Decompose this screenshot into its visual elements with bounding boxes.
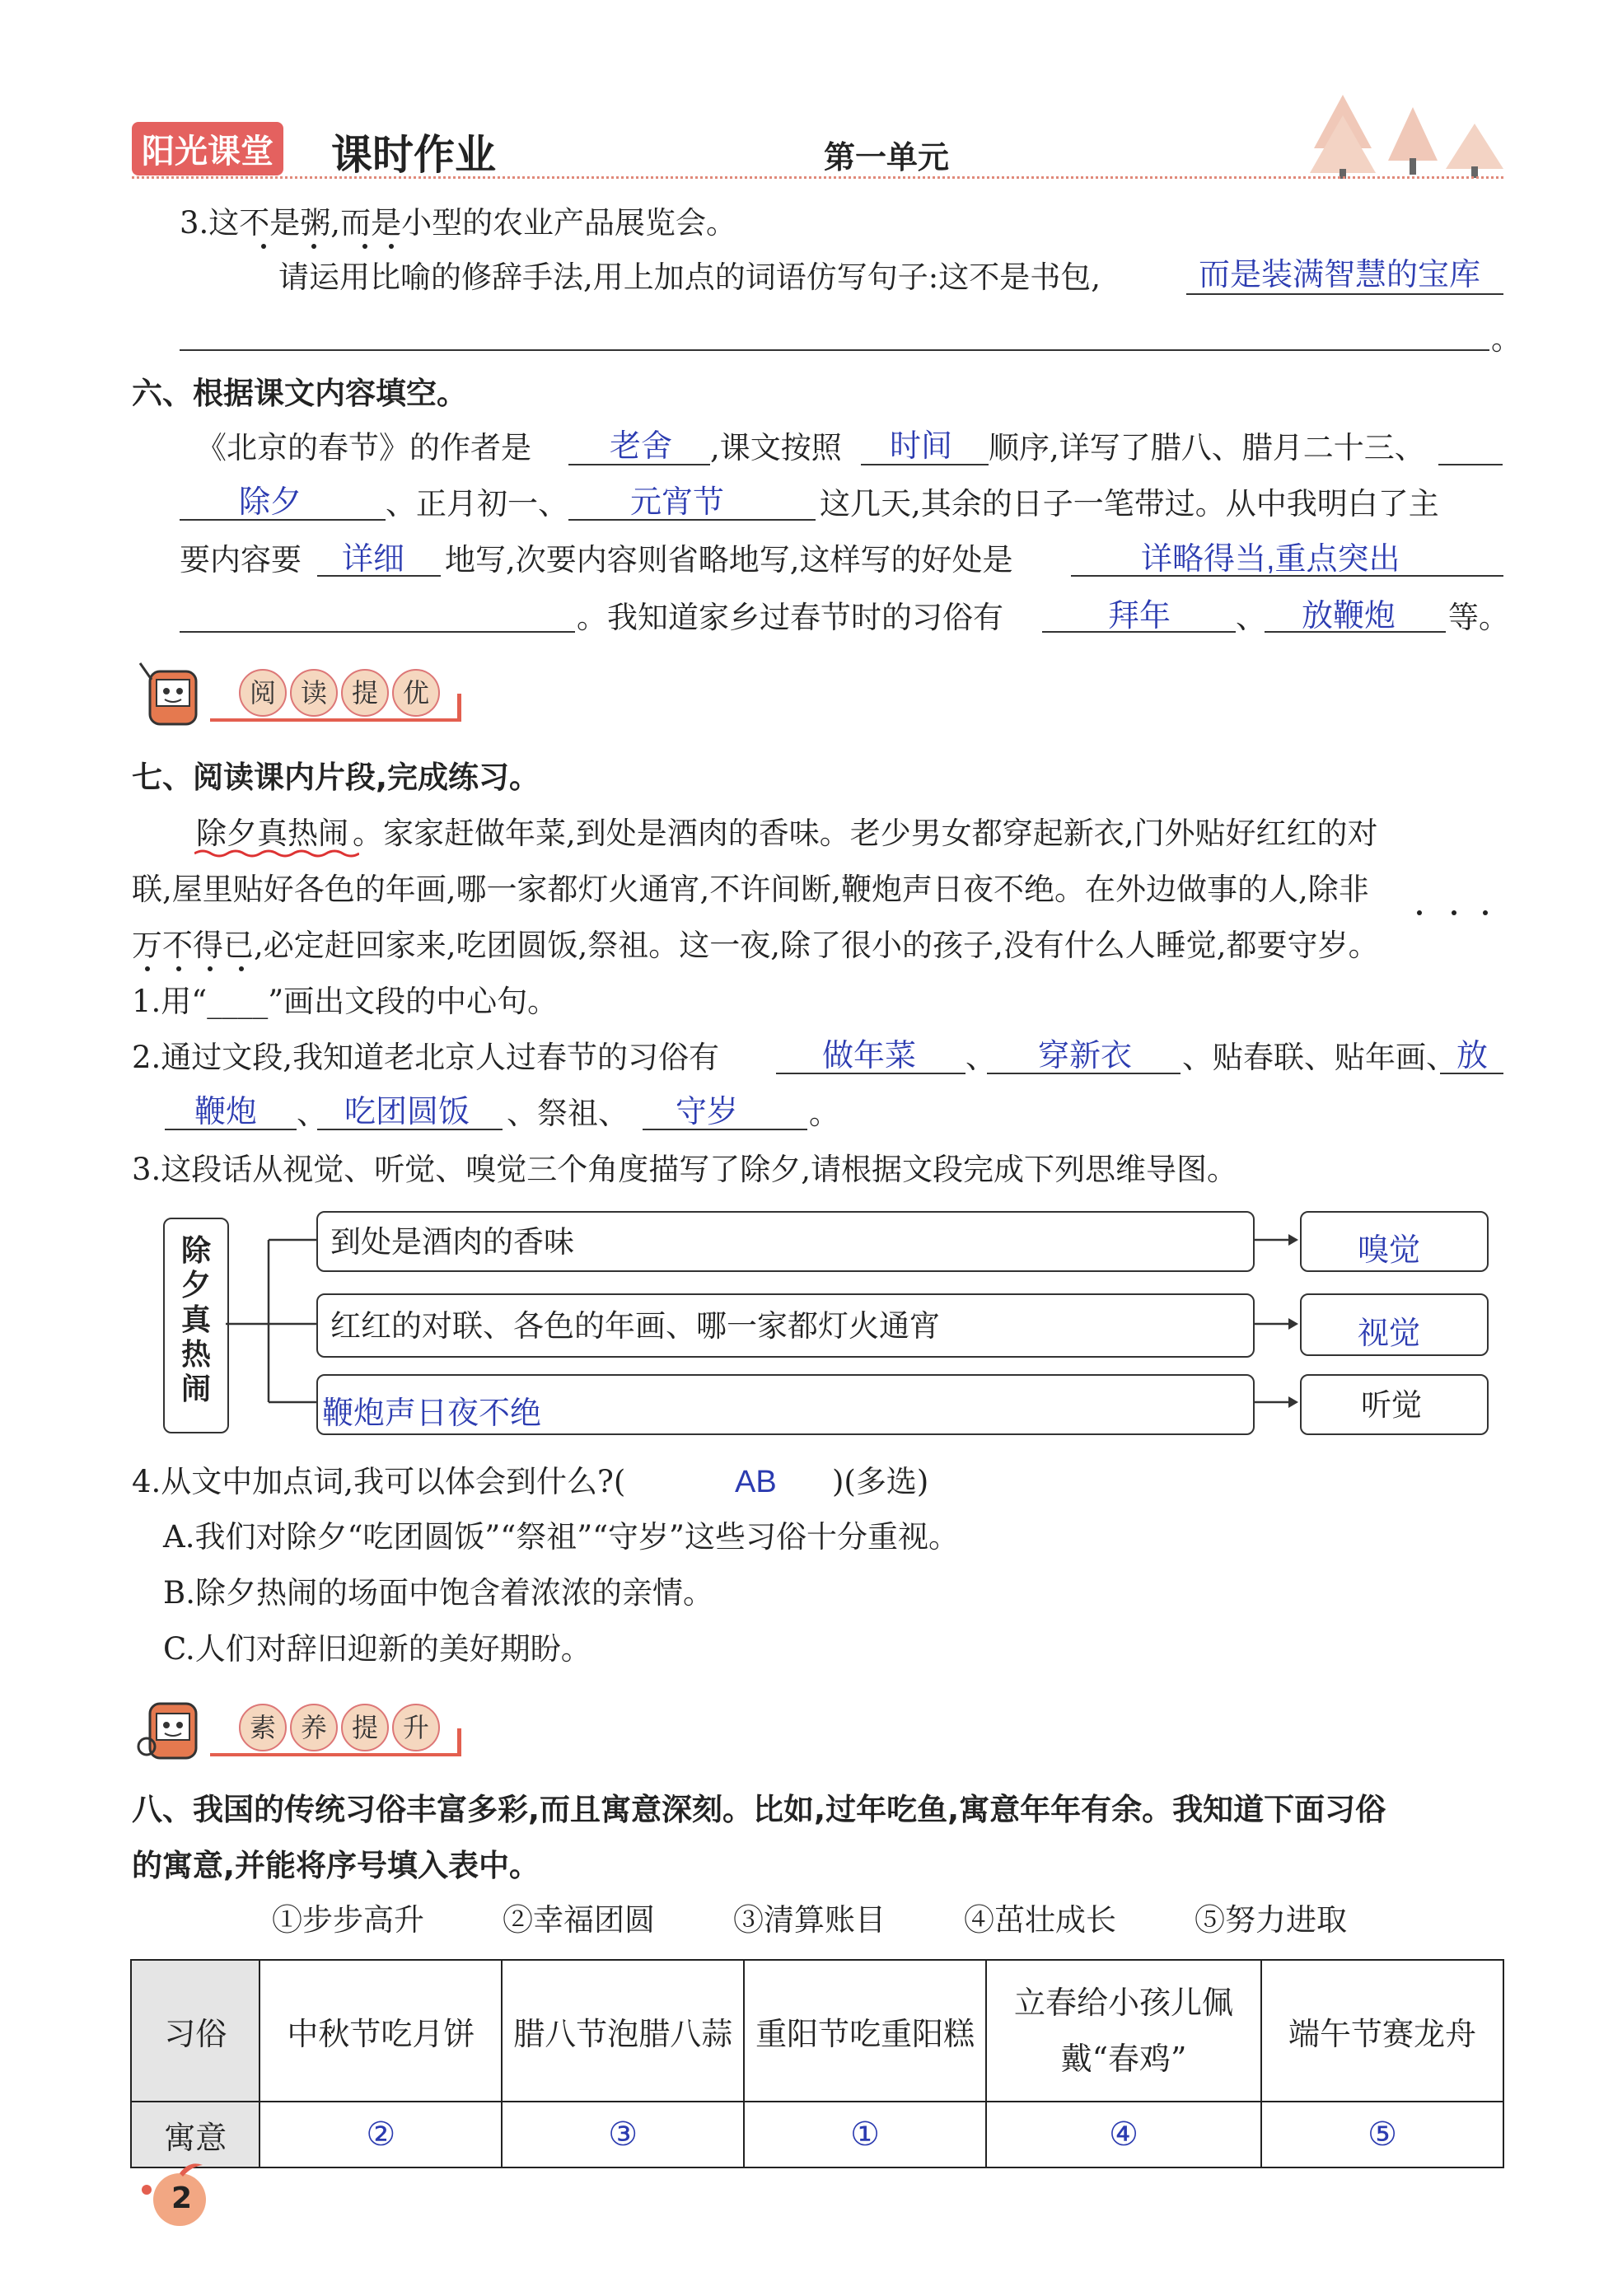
- option-5: ⑤努力进取: [1195, 1902, 1347, 1938]
- mindmap-branch-sight: 红红的对联、各色的年画、哪一家都灯火通宵: [316, 1293, 1255, 1358]
- option-1: ①步步高升: [272, 1902, 424, 1938]
- answer-author: 老舍: [610, 429, 673, 464]
- trees-decoration-icon: [1310, 91, 1508, 181]
- sense-sound: 听觉: [1300, 1374, 1489, 1435]
- mascot-icon-2: [132, 1689, 214, 1771]
- sense-smell: 嗅觉: [1300, 1211, 1489, 1272]
- option-b: B.除夕热闹的场面中饱含着浓浓的亲情。: [163, 1575, 713, 1611]
- q7-heading: 七、阅读课内片段,完成练习。: [132, 760, 540, 795]
- q7-1: 1.用“____”画出文段的中心句。: [132, 984, 559, 1019]
- header-badge: 阳光课堂: [132, 122, 283, 175]
- mindmap-root: 除 夕 真 热 闹: [163, 1218, 229, 1433]
- table-row: 寓意 ② ③ ① ④ ⑤: [131, 2102, 1503, 2167]
- customs-table: [130, 1959, 1504, 2168]
- option-3: ③清算账目: [733, 1902, 886, 1938]
- sentence: 3.这不是粥,而是小型的农业产品展览会。: [180, 205, 737, 241]
- prompt: 请运用比喻的修辞手法,用上加点的词语仿写句子:这不是书包,: [278, 260, 1101, 295]
- q7-3: 3.这段话从视觉、听觉、嗅觉三个角度描写了除夕,请根据文段完成下列思维导图。: [132, 1152, 1238, 1187]
- sense-sight: 视觉: [1300, 1293, 1489, 1356]
- header-unit: 第一单元: [824, 139, 950, 175]
- mindmap-branch-sound: 鞭炮声日夜不绝: [316, 1374, 1255, 1435]
- table-row: 习俗 中秋节吃月饼 腊八节泡腊八蒜 重阳节吃重阳糕 立春给小孩儿佩戴“春鸡” 端午节赛龙舟: [131, 1960, 1503, 2102]
- central-sentence: 除夕真热闹: [196, 816, 348, 851]
- option-a: A.我们对除夕“吃团圆饭”“祭祖”“守岁”这些习俗十分重视。: [163, 1519, 959, 1555]
- option-2: ②幸福团圆: [503, 1902, 655, 1938]
- option-4: ④茁壮成长: [964, 1902, 1116, 1938]
- answer-order: 时间: [890, 429, 953, 464]
- mascot-icon: [132, 655, 214, 737]
- answer-5-3: 而是装满智慧的宝库: [1199, 258, 1481, 292]
- mindmap-branch-smell: 到处是酒肉的香味: [316, 1211, 1255, 1272]
- header-divider: [132, 176, 1503, 179]
- wavy-underline: [194, 849, 359, 858]
- option-c: C.人们对辞旧迎新的美好期盼。: [163, 1631, 591, 1667]
- q6-heading: 六、根据课文内容填空。: [132, 376, 467, 411]
- answer-q7-4: AB: [735, 1465, 777, 1499]
- header-title: 课时作业: [331, 131, 496, 179]
